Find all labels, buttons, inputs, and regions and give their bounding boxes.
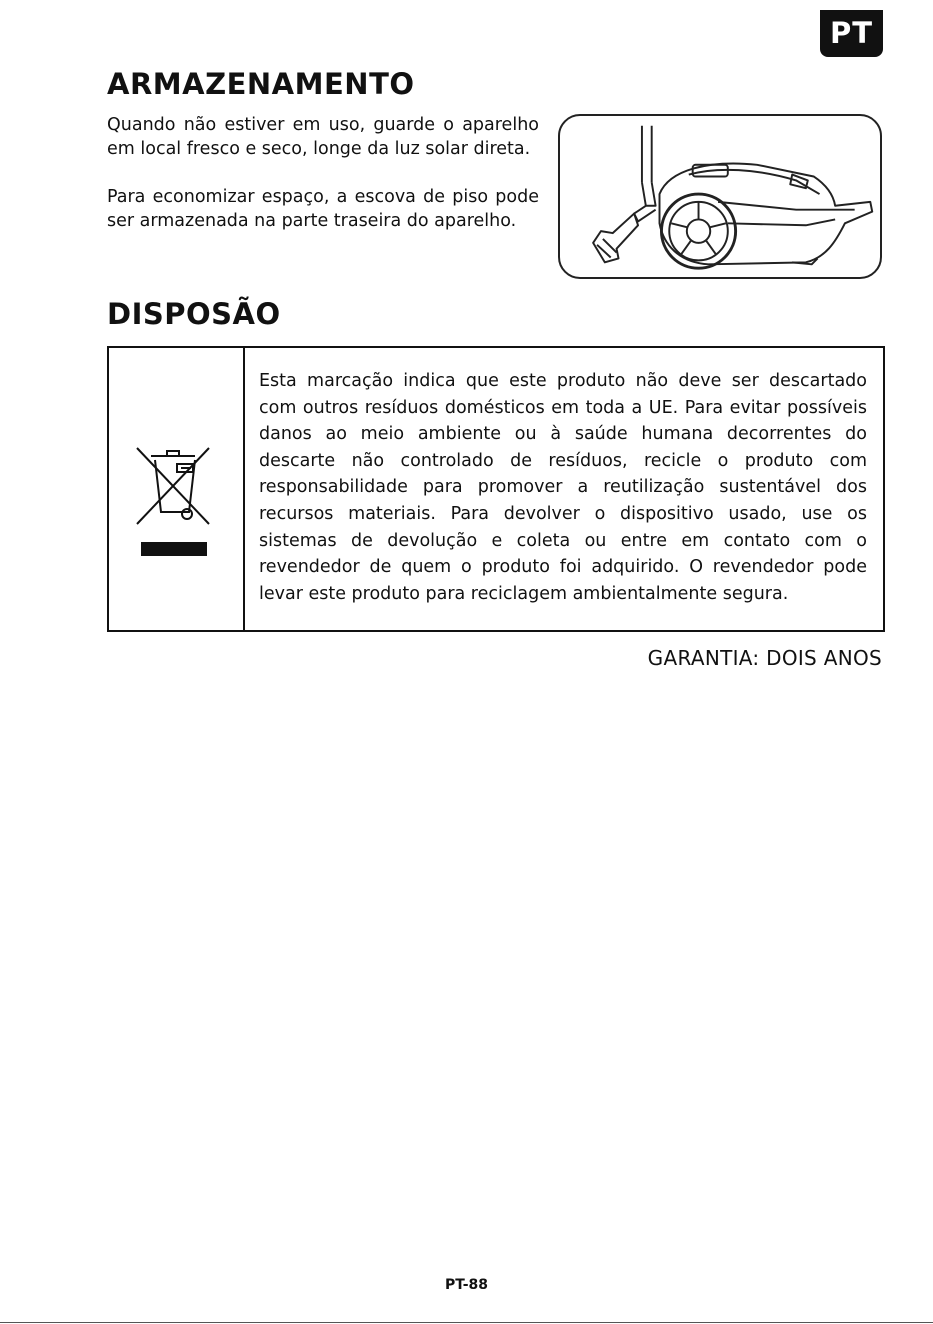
warranty-text: GARANTIA: DOIS ANOS bbox=[647, 646, 882, 670]
disposal-table bbox=[107, 346, 885, 632]
weee-crossed-bin-icon bbox=[133, 440, 217, 564]
storage-paragraph-2: Para economizar espaço, a escova de piso pode ser armazenada na parte traseira do aparelho. bbox=[107, 187, 539, 231]
disposal-text: Esta marcação indica que este produto não deve ser descartado com outros resíduos domésticos em toda a UE. Para evitar possíveis danos ao meio ambiente ou à saúde humana decorrentes do descarte não controlado de resíduos, recicle o produto com responsabilidade para promover a reutilização sustentável dos recursos materiais. Para devolver o dispositivo usado, use os sistemas de devolução e coleta ou entre em contato com o revendedor de quem o produto foi adquirido. O revendedor pode levar este produto para reciclagem ambientalmente segura. bbox=[259, 371, 867, 604]
storage-heading: ARMAZENAMENTO bbox=[107, 67, 415, 101]
page-number: PT-88 bbox=[444, 1277, 489, 1293]
vacuum-cleaner-icon bbox=[560, 116, 880, 277]
disposal-icon-cell bbox=[109, 348, 245, 630]
vacuum-storage-illustration bbox=[558, 114, 882, 279]
bottom-divider bbox=[0, 1322, 933, 1323]
language-badge: PT bbox=[820, 10, 883, 57]
disposal-heading: DISPOSÃO bbox=[107, 297, 281, 331]
storage-paragraph-1: Quando não estiver em uso, guarde o aparelho em local fresco e seco, longe da luz solar direta. bbox=[107, 115, 539, 159]
